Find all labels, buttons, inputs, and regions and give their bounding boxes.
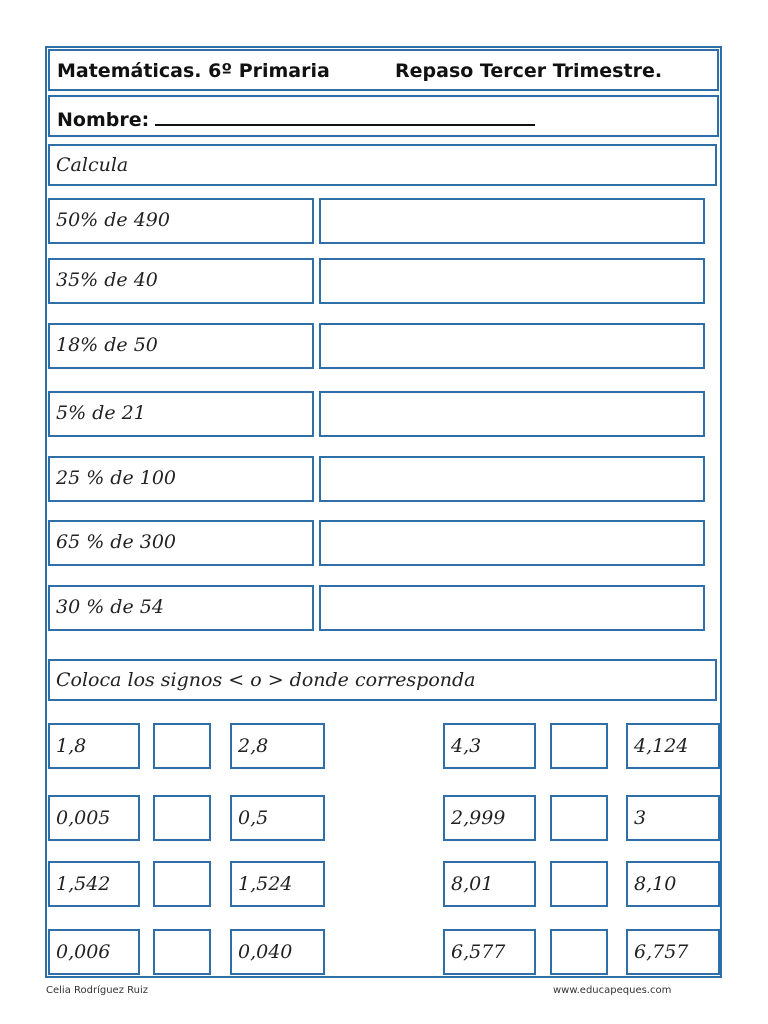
percent-question [48,456,314,502]
sign-box[interactable] [550,861,608,907]
percent-question [48,323,314,369]
left-number-b [230,861,325,907]
name-input[interactable] [155,106,535,126]
name-bar [48,95,719,137]
section-signos [48,659,717,701]
percent-question [48,520,314,566]
left-number-a-text: 1,542 [56,873,111,895]
percent-question [48,258,314,304]
answer-box[interactable] [319,456,705,502]
left-number-b-text: 0,040 [238,941,293,963]
footer-author: Celia Rodríguez Ruiz [46,985,148,996]
subject-title: Matemáticas. 6º Primaria [57,60,330,82]
right-number-b-text: 6,757 [634,941,689,963]
footer-site: www.educapeques.com [553,985,672,996]
name-line [57,106,535,131]
percent-question-text: 50% de 490 [56,209,170,231]
right-number-a-text: 2,999 [451,807,506,829]
right-number-b [626,795,720,841]
sign-box[interactable] [153,929,211,975]
left-number-a-text: 0,005 [56,807,111,829]
right-number-b-text: 4,124 [634,735,689,757]
section-signos-title: Coloca los signos < o > donde corresponda [56,669,476,691]
answer-box[interactable] [319,258,705,304]
answer-box[interactable] [319,198,705,244]
left-number-a-text: 0,006 [56,941,111,963]
sign-box[interactable] [550,723,608,769]
answer-box[interactable] [319,520,705,566]
name-label: Nombre: [57,109,150,131]
answer-box[interactable] [319,323,705,369]
percent-question-text: 18% de 50 [56,334,158,356]
percent-question-text: 65 % de 300 [56,531,177,553]
percent-question-text: 35% de 40 [56,269,158,291]
left-number-b [230,795,325,841]
left-number-a-text: 1,8 [56,735,87,757]
percent-question-text: 5% de 21 [56,402,146,424]
left-number-b [230,723,325,769]
right-number-a [443,929,536,975]
percent-question [48,585,314,631]
percent-question-text: 30 % de 54 [56,596,164,618]
percent-question [48,198,314,244]
section-calcula-title: Calcula [56,154,129,176]
answer-box[interactable] [319,585,705,631]
sign-box[interactable] [153,723,211,769]
right-number-a [443,795,536,841]
right-number-a-text: 8,01 [451,873,494,895]
title-bar [48,49,719,91]
right-number-b [626,861,720,907]
left-number-b-text: 1,524 [238,873,293,895]
left-number-b-text: 2,8 [238,735,269,757]
right-number-a-text: 4,3 [451,735,482,757]
left-number-a [48,929,140,975]
topic-title: Repaso Tercer Trimestre. [395,60,663,82]
sign-box[interactable] [153,795,211,841]
left-number-b [230,929,325,975]
left-number-a [48,795,140,841]
left-number-a [48,723,140,769]
percent-question [48,391,314,437]
left-number-b-text: 0,5 [238,807,269,829]
sign-box[interactable] [153,861,211,907]
left-number-a [48,861,140,907]
right-number-b-text: 3 [634,807,647,829]
percent-question-text: 25 % de 100 [56,467,177,489]
right-number-b [626,723,720,769]
right-number-b-text: 8,10 [634,873,677,895]
answer-box[interactable] [319,391,705,437]
sign-box[interactable] [550,929,608,975]
right-number-b [626,929,720,975]
sign-box[interactable] [550,795,608,841]
right-number-a [443,723,536,769]
right-number-a-text: 6,577 [451,941,506,963]
right-number-a [443,861,536,907]
section-calcula [48,144,717,186]
